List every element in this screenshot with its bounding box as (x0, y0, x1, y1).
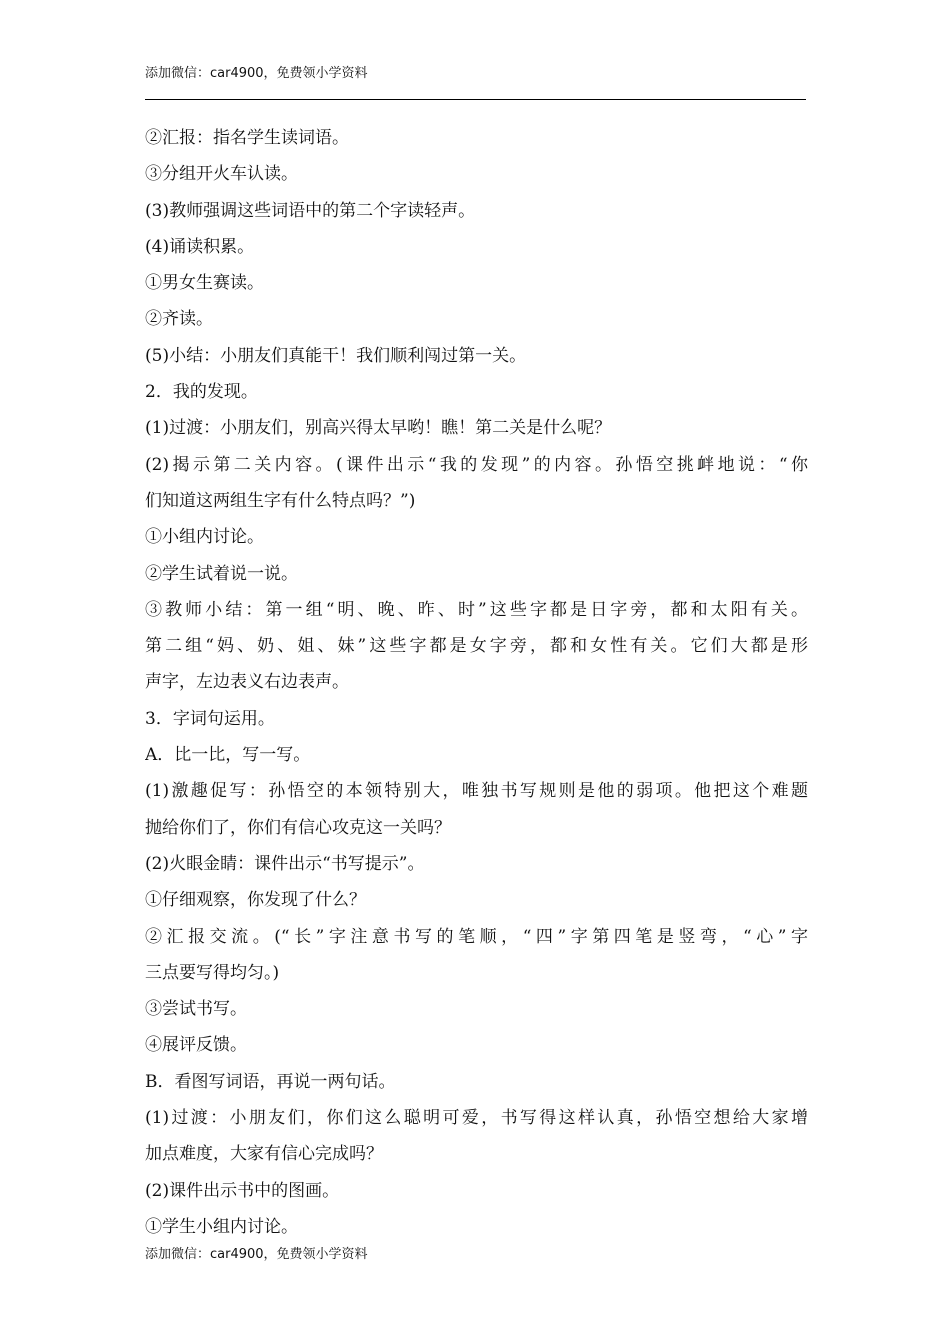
header-divider (145, 99, 806, 100)
text-line: 第二组“妈、奶、姐、妹”这些字都是女字旁，都和女性有关。它们大都是形 (145, 636, 808, 657)
text-line: (2)揭示第二关内容。(课件出示“我的发现”的内容。孙悟空挑衅地说：“你 (145, 454, 808, 475)
text-line: ①仔细观察，你发现了什么？ (145, 890, 366, 911)
text-line: ②学生试着说一说。 (145, 563, 298, 584)
text-line: ①学生小组内讨论。 (145, 1216, 298, 1237)
document-body (145, 120, 808, 1245)
text-line: ②汇报交流。(“长”字注意书写的笔顺，“四”字第四笔是竖弯，“心”字 (145, 926, 808, 947)
text-line: B．看图写词语，再说一两句话。 (145, 1071, 396, 1092)
text-line: 加点难度，大家有信心完成吗？ (145, 1144, 383, 1165)
text-line: (1)过渡：小朋友们，你们这么聪明可爱，书写得这样认真，孙悟空想给大家增 (145, 1108, 808, 1129)
text-line: ②齐读。 (145, 309, 213, 330)
text-line: ①小组内讨论。 (145, 527, 264, 548)
text-line: 三点要写得均匀。) (145, 962, 280, 983)
text-line: (2)课件出示书中的图画。 (145, 1180, 340, 1201)
text-line: (1)过渡：小朋友们，别高兴得太早哟！瞧！第二关是什么呢？ (145, 418, 612, 439)
text-line: 2．我的发现。 (145, 382, 258, 403)
text-line: (5)小结：小朋友们真能干！我们顺利闯过第一关。 (145, 345, 527, 366)
text-line: A．比一比，写一写。 (145, 745, 311, 766)
text-line: 们知道这两组生字有什么特点吗？”) (145, 490, 416, 511)
text-line: 抛给你们了，你们有信心攻克这一关吗？ (145, 817, 451, 838)
text-line: 3．字词句运用。 (145, 708, 275, 729)
text-line: ②汇报：指名学生读词语。 (145, 128, 349, 148)
text-line: (2)火眼金睛：课件出示“书写提示”。 (145, 853, 425, 874)
text-line: ③尝试书写。 (145, 999, 247, 1020)
text-line: ①男女生赛读。 (145, 273, 264, 294)
text-line: (4)诵读积累。 (145, 236, 255, 257)
text-line: ③分组开火车认读。 (145, 164, 298, 185)
page-footer: 添加微信：car4900，免费领小学资料 (145, 1247, 368, 1262)
text-line: (3)教师强调这些词语中的第二个字读轻声。 (145, 200, 476, 221)
text-line: 声字，左边表义右边表声。 (145, 672, 349, 693)
text-line: ④展评反馈。 (145, 1035, 247, 1056)
page-header: 添加微信：car4900，免费领小学资料 (145, 66, 368, 81)
text-line: (1)激趣促写：孙悟空的本领特别大，唯独书写规则是他的弱项。他把这个难题 (145, 781, 808, 802)
text-line: ③教师小结：第一组“明、晚、昨、时”这些字都是日字旁，都和太阳有关。 (145, 599, 808, 620)
